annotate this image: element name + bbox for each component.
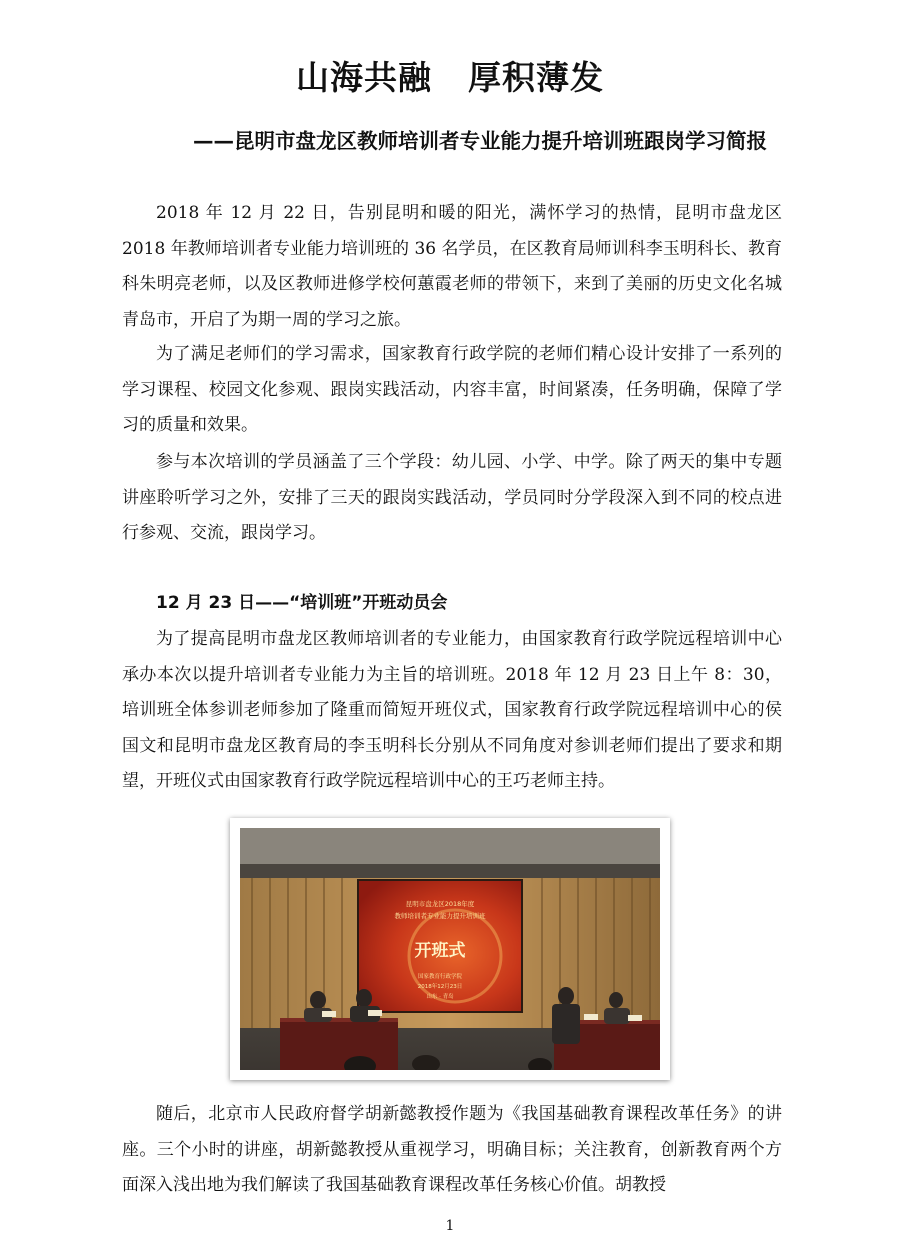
screen-place: 山东 · 青岛 — [426, 994, 454, 1000]
left-table — [280, 1018, 398, 1070]
section-paragraph-block — [122, 622, 782, 800]
paragraph-2-block — [122, 337, 782, 444]
paragraph: 参与本次培训的学员涵盖了三个学段：幼儿园、小学、中学。除了两天的集中专题讲座聆听学习之外，安排了三天的跟岗实践活动，学员同时分学段深入到不同的校点进行参观、交流，跟岗学习。 — [122, 452, 782, 544]
screen-date: 2018年12月23日 — [417, 984, 463, 990]
page-subtitle: ——昆明市盘龙区教师培训者专业能力提升培训班跟岗学习简报 — [193, 129, 767, 153]
opening-ceremony-photo — [230, 818, 670, 1080]
paragraph-5-block — [122, 1097, 782, 1204]
photo-illustration — [240, 828, 660, 1070]
page-title — [0, 52, 900, 99]
screen-line-2: 教师培训者专业能力提升培训班 — [394, 912, 486, 920]
paragraph: 2018 年 12 月 22 日，告别昆明和暖的阳光，满怀学习的热情，昆明市盘龙区 2018 年教师培训者专业能力培训班的 36 名学员，在区教育局师训科李玉明科长、教育科朱明亮老师，以及区教师进修学校何蕙霞老师的带领下，来到了美丽的历史文化名城青岛市，开启了为期一周的学习之旅。 — [122, 203, 782, 330]
title-part-1: 山海共融 — [296, 58, 432, 97]
paragraph: 为了提高昆明市盘龙区教师培训者的专业能力，由国家教育行政学院远程培训中心承办本次以提升培训者专业能力为主旨的培训班。2018 年 12 月 23 日上午 8：30，培训班全体参训老师参加了隆重而简短开班仪式，国家教育行政学院远程培训中心的侯国文和昆明市盘龙区教育局的李玉明科长分别从不同角度对参训老师们提出了要求和期望，开班仪式由国家教育行政学院远程培训中心的王巧老师主持。 — [122, 629, 782, 792]
screen-main-text: 开班式 — [414, 941, 466, 961]
screen-organizer: 国家教育行政学院 — [417, 974, 463, 980]
page-number: 1 — [445, 1218, 455, 1234]
paragraph: 为了满足老师们的学习需求，国家教育行政学院的老师们精心设计安排了一系列的学习课程、校园文化参观、跟岗实践活动，内容丰富，时间紧凑，任务明确，保障了学习的质量和效果。 — [122, 344, 782, 436]
title-part-2: 厚积薄发 — [468, 58, 604, 97]
paragraph-1-block — [122, 196, 782, 338]
screen-line-1: 昆明市盘龙区2018年度 — [405, 900, 475, 908]
section-heading: 12 月 23 日——“培训班”开班动员会 — [156, 593, 448, 613]
paragraph: 随后，北京市人民政府督学胡新懿教授作题为《我国基础教育课程改革任务》的讲座。三个小时的讲座，胡新懿教授从重视学习，明确目标；关注教育，创新教育两个方面深入浅出地为我们解读了我国基础教育课程改革任务核心价值。胡教授 — [122, 1104, 782, 1196]
paragraph-3-block — [122, 445, 782, 552]
